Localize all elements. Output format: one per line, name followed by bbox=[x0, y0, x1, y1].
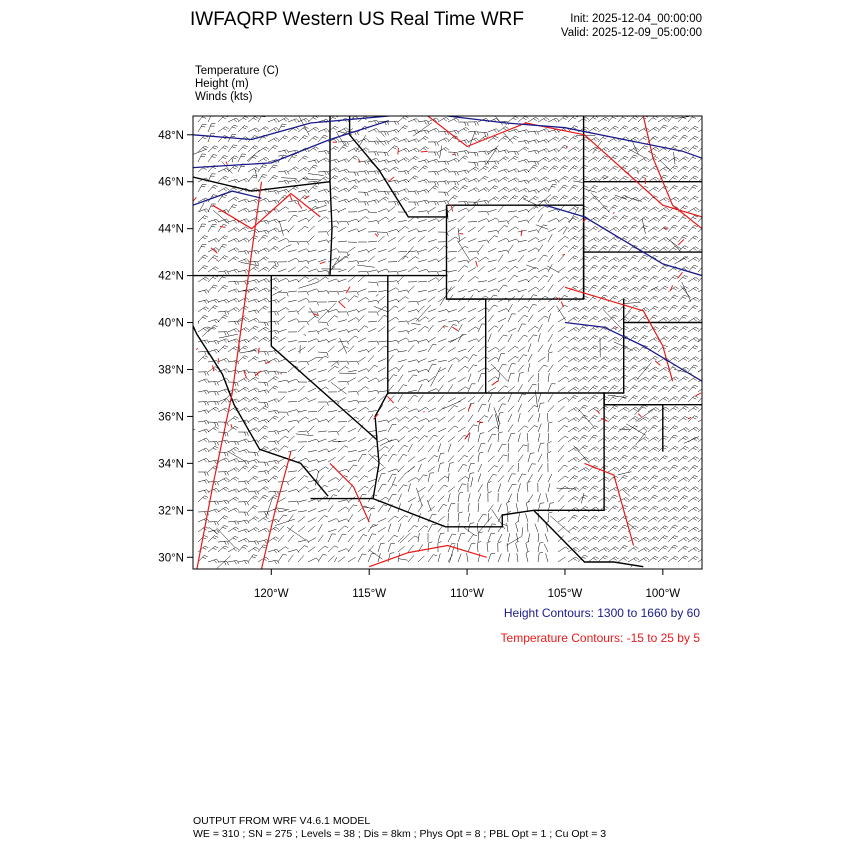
lon-tick-label: 120°W bbox=[253, 588, 289, 600]
temperature-contour bbox=[424, 411, 425, 412]
temperature-contour bbox=[398, 148, 399, 154]
model-info-line1: OUTPUT FROM WRF V4.6.1 MODEL bbox=[193, 815, 371, 827]
temperature-field-label: Temperature (C) bbox=[195, 65, 279, 77]
temperature-contour-note: Temperature Contours: -15 to 25 by 5 bbox=[500, 631, 700, 645]
lat-tick-label: 32°N bbox=[158, 505, 184, 518]
temperature-contour bbox=[220, 227, 226, 228]
lat-tick-label: 36°N bbox=[158, 411, 184, 424]
latitude-axis bbox=[158, 130, 193, 564]
map-background bbox=[193, 116, 702, 569]
height-contour-note: Height Contours: 1300 to 1660 by 60 bbox=[503, 606, 700, 620]
plot-title: IWFAQRP Western US Real Time WRF bbox=[190, 9, 524, 30]
longitude-axis bbox=[254, 569, 680, 600]
lat-tick-label: 30°N bbox=[158, 552, 184, 565]
model-info-line2: WE = 310 ; SN = 275 ; Levels = 38 ; Dis = 8km ; Phys Opt = 8 ; PBL Opt = 1 ; Cu Opt = 3 bbox=[193, 828, 607, 840]
lon-tick-label: 110°W bbox=[450, 588, 484, 600]
lat-tick-label: 38°N bbox=[158, 364, 184, 377]
lat-tick-label: 42°N bbox=[158, 270, 184, 283]
state-boundary bbox=[179, 125, 193, 275]
height-field-label: Height (m) bbox=[195, 78, 249, 90]
lon-tick-label: 115°W bbox=[352, 588, 387, 600]
temperature-contour bbox=[421, 151, 428, 152]
lat-tick-label: 34°N bbox=[158, 458, 184, 471]
lon-tick-label: 100°W bbox=[645, 588, 681, 600]
lat-tick-label: 46°N bbox=[158, 176, 184, 189]
lat-tick-label: 44°N bbox=[158, 223, 184, 236]
init-time: Init: 2025-12-04_00:00:00 bbox=[570, 13, 702, 25]
temperature-contour bbox=[460, 234, 464, 235]
temperature-contour bbox=[259, 348, 260, 354]
valid-time: Valid: 2025-12-09_05:00:00 bbox=[560, 27, 702, 39]
lat-tick-label: 48°N bbox=[158, 129, 184, 142]
lat-tick-label: 40°N bbox=[158, 317, 184, 330]
winds-field-label: Winds (kts) bbox=[195, 91, 253, 103]
lon-tick-label: 105°W bbox=[547, 588, 583, 600]
